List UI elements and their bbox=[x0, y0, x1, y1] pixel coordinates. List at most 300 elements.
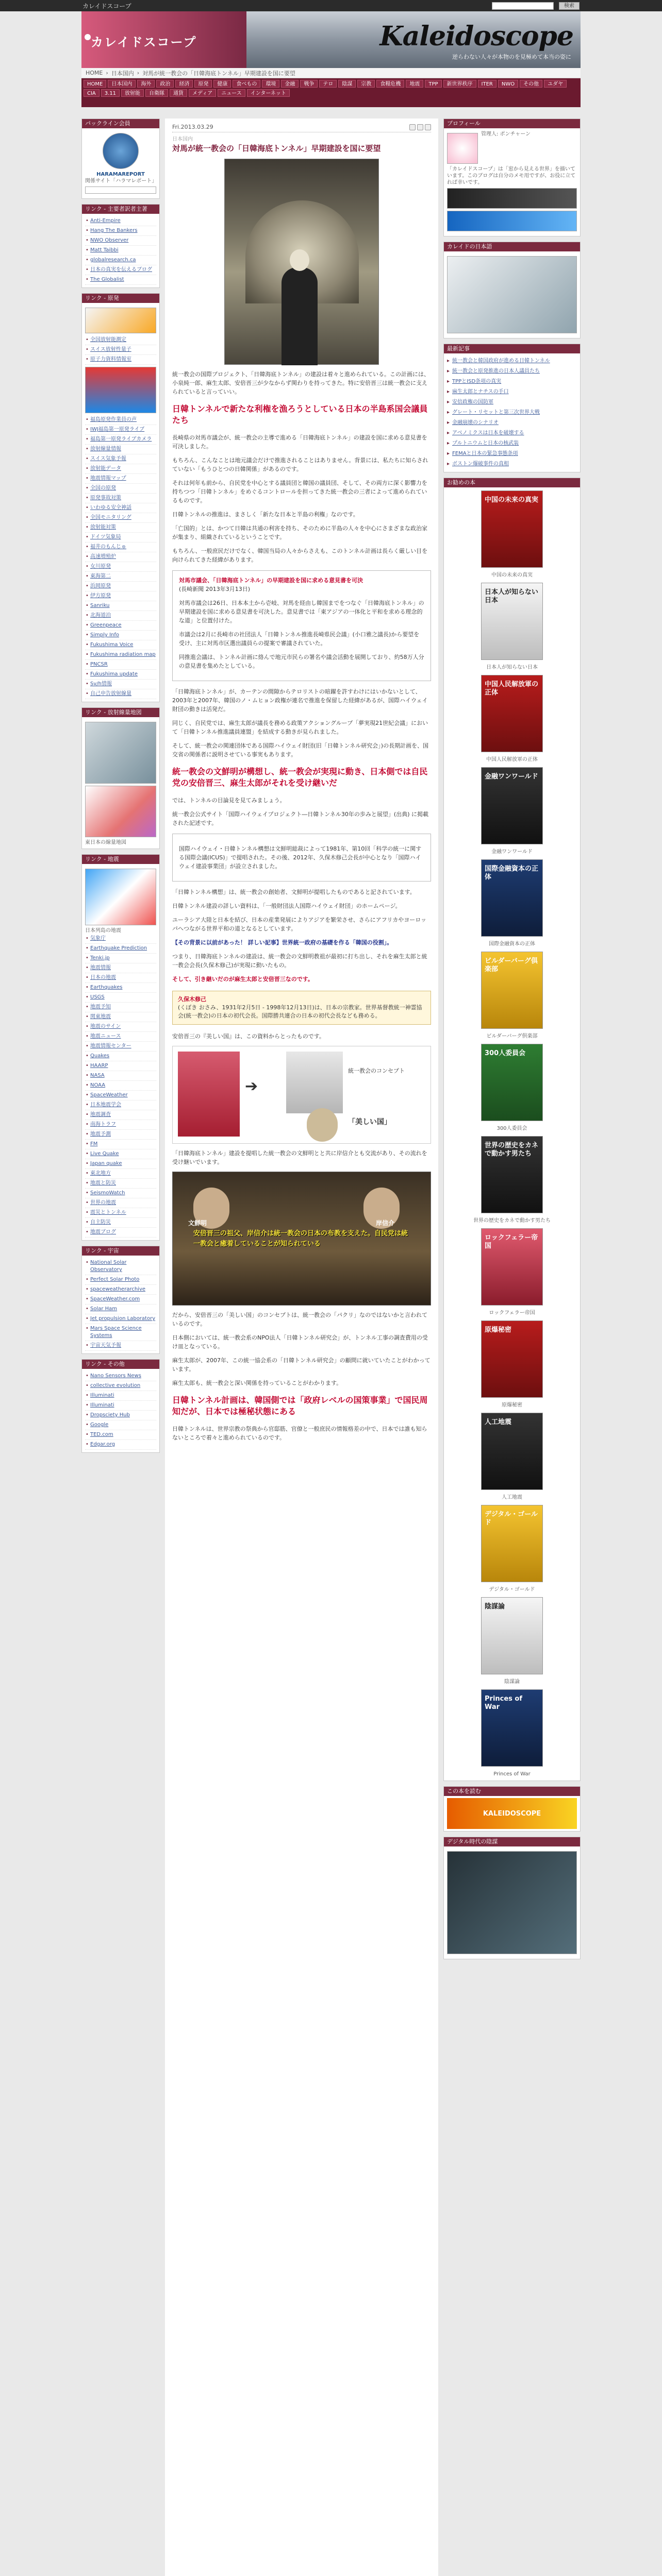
nav-item[interactable]: 環境 bbox=[262, 80, 279, 88]
sidebar-link[interactable]: • 地震調査 bbox=[85, 1110, 156, 1120]
left-profile-box bbox=[81, 118, 160, 199]
sidebar-link[interactable]: • 震災とトンネル bbox=[85, 1208, 156, 1218]
right-sidebar bbox=[443, 118, 581, 2576]
sidebar-link[interactable]: • Anti-Empire bbox=[85, 216, 156, 226]
paragraph: 日韓トンネルは、世界宗教の祭典から官邸筋、官僚と一般庶民の情報格差の中で、日本では誰も知らないところで着々と進められているのです。 bbox=[172, 1426, 427, 1441]
sidebar-link[interactable]: • Illuminati bbox=[85, 1391, 156, 1401]
promo-image[interactable] bbox=[447, 188, 577, 209]
sidebar-link[interactable]: • globalresearch.ca bbox=[85, 256, 156, 265]
category-nav bbox=[81, 78, 581, 107]
sidebar-link[interactable]: • Sv/h情報 bbox=[85, 680, 156, 689]
book-cover[interactable] bbox=[481, 1228, 543, 1306]
left-links-nuclear bbox=[81, 293, 160, 702]
bookmark-icon[interactable] bbox=[425, 124, 431, 130]
paragraph: 日韓トンネルの推進は、まさしく「新たな日本と半島の利権」なのです。 bbox=[172, 511, 359, 518]
sidebar-link[interactable]: • いわゆる安全神話 bbox=[85, 503, 156, 513]
recent-post-link[interactable]: ▸ 統一教会と韓国政府が進める日韓トンネル bbox=[447, 356, 577, 366]
book-cover[interactable] bbox=[481, 1136, 543, 1213]
sidebar-link[interactable]: • 高速増殖炉 bbox=[85, 552, 156, 562]
sidebar-link[interactable]: • Fukushima Voice bbox=[85, 640, 156, 650]
paragraph[interactable]: 【その背景に以前があった！ 詳しい記事】世界統一政府の基礎を作る「韓国の役割」。 bbox=[172, 939, 393, 946]
site-header bbox=[81, 11, 581, 68]
book-cover[interactable] bbox=[481, 859, 543, 937]
sidebar-link[interactable]: • 日本地震学会 bbox=[85, 1100, 156, 1110]
person-figure bbox=[282, 267, 318, 365]
tagline: 逆らわない人々が本物のを見極めて本当の姿に bbox=[452, 54, 571, 60]
nav-item[interactable]: TPP bbox=[425, 80, 441, 88]
book-title: 人工地震 bbox=[485, 1418, 512, 1426]
sidebar-link[interactable]: • 地震ニュース bbox=[85, 1032, 156, 1042]
sidebar-link[interactable]: • SpaceWeather.com bbox=[85, 1295, 156, 1304]
site-quote bbox=[172, 834, 431, 882]
paragraph: 「日韓海底トンネル」建設を提唱した統一教会の文鮮明とと共に岸信介とも交流があり、その流れを受け継いでいます。 bbox=[172, 1150, 427, 1165]
recent-post-link[interactable]: ▸ TPPとISD条項の真実 bbox=[447, 377, 577, 387]
nav-item[interactable]: 食糧危機 bbox=[376, 80, 404, 88]
nav-item[interactable]: NWO bbox=[498, 80, 518, 88]
sidebar-link[interactable]: • Nano Sensors News bbox=[85, 1371, 156, 1381]
sidebar-link[interactable]: • The Globalist bbox=[85, 275, 156, 285]
sidebar-link[interactable]: • Fukushima update bbox=[85, 670, 156, 680]
sidebar-link[interactable]: • 地震情報センター bbox=[85, 1042, 156, 1052]
paragraph: そして、統一教会の関連団体である国際ハイウェイ財団(旧「日韓トンネル研究会」)の長期計画を、国交省の関係者に説明させている事実もあります。 bbox=[172, 742, 429, 758]
paragraph: 「日韓海底トンネル」が、カーテンの間隙からテロリストの暗躍を許すわけにはいかないとして、2003年と2007年、韓国のノ・ムヒョン政権が連名で推進を保留した経緯があるが、国際ハイウェイ財団の動きは活発だ。 bbox=[172, 688, 428, 713]
top-strip bbox=[0, 0, 662, 11]
paragraph: 同じく、自民党では、麻生太郎が議長を務める政策アクショングループ「夢実現21世紀会議」において「日韓トンネル推進議員連盟」を結成する動きが見られました。 bbox=[172, 720, 428, 735]
sidebar-link[interactable]: • Jet propulsion Laboratory bbox=[85, 1314, 156, 1324]
main-article bbox=[165, 118, 438, 2576]
quote-body: 対馬市議会は26日、日本本土から壱岐、対馬を経由し韓国までをつなぐ「日韓海底トンネル」の早期建設を国に求める意見書を可決した。意見書では「東アジアの一体化と平和を求める理念的な道」と位置付けた。 bbox=[179, 600, 424, 624]
book-title: Princes of War bbox=[485, 1695, 523, 1711]
section-heading: 統一教会の文鮮明が構想し、統一教会が実現に動き、日本側では自民党の安倍晋三、麻生太郎がそれを受け継いだ bbox=[172, 767, 428, 788]
book-cover[interactable] bbox=[481, 767, 543, 844]
sidebar-link[interactable]: • SeismoWatch bbox=[85, 1189, 156, 1198]
admin-bio: 「カレイドスコープ」は「窓から見える世界」を描いています。このブログは自分のメモ用ですが、お役に立てれば幸いです。 bbox=[447, 166, 576, 185]
sidebar-link[interactable]: • Sanriku bbox=[85, 601, 156, 611]
sidebar-link[interactable]: • FM bbox=[85, 1140, 156, 1149]
breadcrumb bbox=[81, 68, 581, 78]
nav-item[interactable]: 戦争 bbox=[300, 80, 318, 88]
post-date: Fri.2013.03.29 bbox=[172, 124, 213, 130]
logo-icon bbox=[85, 34, 91, 40]
quote-body: 同推進会議は、トンネル計画に絡んで地元市民らの署名や議会活動を展開しており、約58万人分の意見書を集めたとしている。 bbox=[179, 654, 424, 669]
recent-post-link[interactable]: ▸ プルトニウムと日本の核武装 bbox=[447, 438, 577, 449]
sidebar-link[interactable]: • Solar Ham bbox=[85, 1304, 156, 1314]
digital-box bbox=[443, 1837, 581, 1959]
search-input[interactable] bbox=[492, 2, 554, 10]
sidebar-link[interactable]: • Live Quake bbox=[85, 1149, 156, 1159]
book-caption: 「美しい国」 bbox=[348, 1118, 391, 1126]
crumb-current: 対馬が統一教会の「日韓海底トンネル」早期建設を国に要望 bbox=[142, 70, 295, 77]
book-caption[interactable]: 日本人が知らない日本 bbox=[486, 665, 538, 670]
book-title: 陰謀論 bbox=[485, 1603, 505, 1611]
sidebar-link[interactable]: • 放射能データ bbox=[85, 464, 156, 474]
recent-post-link[interactable]: ▸ 金融崩壊のシナリオ bbox=[447, 418, 577, 428]
paragraph-emphasis: そして、引き継いだのが麻生太郎と安倍晋三なのです。 bbox=[172, 976, 313, 982]
nav-item[interactable]: テロ bbox=[319, 80, 337, 88]
book-title: 国際金融資本の正体 bbox=[485, 865, 539, 881]
sidebar-link[interactable]: • 南海トラフ bbox=[85, 1120, 156, 1130]
search-button[interactable]: 検索 bbox=[559, 2, 580, 10]
recent-posts-box bbox=[443, 344, 581, 472]
sidebar-link[interactable]: • 福井のもんじゅ bbox=[85, 543, 156, 552]
box-title: お勧めの本 bbox=[444, 478, 580, 487]
post-date-bar bbox=[172, 124, 431, 132]
sidebar-link[interactable]: • IWJ福島第一原発ライブ bbox=[85, 425, 156, 435]
paragraph: 麻生太郎が、2007年、この統一協会系の「日韓トンネル研究会」の顧問に就いていたことがわかっています。 bbox=[172, 1357, 431, 1372]
sidebar-link[interactable]: • 東海第二 bbox=[85, 572, 156, 582]
map-caption: 東日本の線量地図 bbox=[85, 840, 126, 845]
book-cover[interactable] bbox=[481, 1505, 543, 1582]
sidebar-link[interactable]: • Mars Space Science Systems bbox=[85, 1324, 156, 1341]
sidebar-link[interactable]: • 地震情報 bbox=[85, 963, 156, 973]
section-heading: 日韓トンネル計画は、韓国側では「政府レベルの国策事業」で国民周知だが、日本では極秘状態にある bbox=[172, 1395, 428, 1416]
paragraph: 長崎県の対馬市議会が、統一教会の主導で進める「日韓海底トンネル」の建設を国に求める意見書を可決しました。 bbox=[172, 434, 427, 450]
book-title: 世界の歴史をカネで動かす男たち bbox=[485, 1142, 539, 1158]
box-title: リンク - 地震 bbox=[82, 855, 159, 864]
recent-post-link[interactable]: ▸ グレート・リセットと第三次世界大戦 bbox=[447, 408, 577, 418]
nav-item[interactable]: 経済 bbox=[175, 80, 193, 88]
paragraph: だから、安倍晋三の「美しい国」のコンセプトは、統一教会の「パクリ」なのではないかと言われているのです。 bbox=[172, 1312, 427, 1327]
sidebar-link[interactable]: • Greenpeace bbox=[85, 621, 156, 631]
link-list bbox=[85, 1258, 156, 1351]
book-caption[interactable]: ロックフェラー帝国 bbox=[489, 1310, 535, 1316]
book-title: ビルダーバーグ倶楽部 bbox=[485, 957, 538, 973]
book-cover[interactable] bbox=[481, 583, 543, 660]
nav-item[interactable]: 日本国内 bbox=[108, 80, 136, 88]
dose-map-image[interactable] bbox=[85, 786, 156, 837]
paragraph: もちろん、一般庶民だけでなく、韓国当局の人々からさえも、このトンネル計画は長らく厳しい目を向けられてきた経緯があります。 bbox=[172, 548, 428, 563]
book-cover-left bbox=[178, 1052, 240, 1137]
sidebar-link[interactable]: • Hang The Bankers bbox=[85, 226, 156, 236]
sidebar-link[interactable]: • 気象庁 bbox=[85, 934, 156, 944]
book-caption[interactable]: 中国人民解放軍の正体 bbox=[486, 757, 538, 762]
link-list bbox=[85, 415, 156, 699]
box-title: リンク - 主要者訳者主著 bbox=[82, 205, 159, 214]
sidebar-link[interactable]: • NWO Observer bbox=[85, 236, 156, 246]
book-title: 300人委員会 bbox=[485, 1049, 526, 1057]
book-cover[interactable] bbox=[481, 1320, 543, 1398]
sidebar-link[interactable]: • National Solar Observatory bbox=[85, 1258, 156, 1275]
recent-posts-list bbox=[447, 356, 577, 469]
sidebar-link[interactable]: • PNCSR bbox=[85, 660, 156, 670]
logo-en[interactable]: Kaleidoscope bbox=[379, 21, 573, 52]
box-title: デジタル時代の陰謀 bbox=[444, 1837, 580, 1846]
portrait-label-right: 岸信介 bbox=[375, 1219, 394, 1227]
box-title: カレイドの日本語 bbox=[444, 242, 580, 251]
sidebar-link[interactable]: • 日本の地震 bbox=[85, 973, 156, 983]
tunnel-photo bbox=[224, 159, 379, 365]
quake-caption: 日本列島の地震 bbox=[85, 928, 121, 934]
post-title[interactable]: 対馬が統一教会の「日韓海底トンネル」早期建設を国に要望 bbox=[172, 144, 381, 153]
sidebar-link[interactable]: • Perfect Solar Photo bbox=[85, 1275, 156, 1285]
sidebar-link[interactable]: • SpaceWeather bbox=[85, 1091, 156, 1100]
recommended-books-box bbox=[443, 478, 581, 1781]
left-radiation-map bbox=[81, 707, 160, 849]
sidebar-link[interactable]: • スイス気象予報 bbox=[85, 454, 156, 464]
sidebar-link[interactable]: • 地震と防災 bbox=[85, 1179, 156, 1189]
book-cover[interactable] bbox=[481, 490, 543, 568]
paragraph: ユーラシア大陸と日本を結び、日本の産業発展によりアジアを繁栄させ、さらにアフリカやヨーロッパへつながる世界平和の道となるとしています。 bbox=[172, 917, 427, 932]
banner[interactable]: KALEIDOSCOPE bbox=[447, 1798, 577, 1829]
sidebar-link[interactable]: • 浜岡原発 bbox=[85, 582, 156, 591]
sidebar-link[interactable]: • 原発事故対策 bbox=[85, 494, 156, 503]
quote-title[interactable]: 対馬市議会、「日韓海底トンネル」の早期建設を国に求める意見書を可決 bbox=[179, 577, 363, 584]
sidebar-link[interactable]: • 地震のサイン bbox=[85, 1022, 156, 1032]
site-name[interactable]: カレイドスコープ bbox=[82, 2, 131, 10]
like-icon[interactable] bbox=[417, 124, 423, 130]
sidebar-link[interactable]: • 北海道泊 bbox=[85, 611, 156, 621]
book-cover[interactable] bbox=[481, 675, 543, 752]
sidebar-link[interactable]: • 福島原発作業員の声 bbox=[85, 415, 156, 425]
book-title: ロックフェラー帝国 bbox=[485, 1234, 538, 1250]
report-logo[interactable]: HARAMAREPORT bbox=[96, 172, 145, 177]
sidebar-link[interactable]: • 全国放射能測定 bbox=[85, 335, 156, 345]
sidebar-link[interactable]: • 東北地方 bbox=[85, 1169, 156, 1179]
nav-item[interactable]: 新世界秩序 bbox=[443, 80, 476, 88]
right-ad-box bbox=[443, 242, 581, 338]
book-cover[interactable] bbox=[481, 1044, 543, 1121]
left-links-other bbox=[81, 1359, 160, 1453]
sidebar-link[interactable]: • Dropsciety Hub bbox=[85, 1411, 156, 1420]
recent-post-link[interactable]: ▸ アベノミクスは日本を破壊する bbox=[447, 428, 577, 438]
nav-item[interactable]: ニュース bbox=[218, 89, 245, 97]
sidebar-link[interactable]: • NOAA bbox=[85, 1081, 156, 1091]
paragraph: 安倍晋三の『美しい国』は、この資料からとったものです。 bbox=[172, 1033, 325, 1040]
sidebar-link[interactable]: • 地震ブログ bbox=[85, 1228, 156, 1238]
book-caption[interactable]: 金融ワンワールド bbox=[491, 849, 533, 855]
sidebar-link[interactable]: • スイス放射性量子 bbox=[85, 345, 156, 355]
box-title: リンク - 原発 bbox=[82, 294, 159, 303]
sidebar-link[interactable]: • 地震情報マップ bbox=[85, 474, 156, 484]
box-title: プロフィール bbox=[444, 119, 580, 128]
book-caption[interactable]: 世界の歴史をカネで動かす男たち bbox=[473, 1218, 551, 1224]
sidebar-link[interactable]: • 伊方原発 bbox=[85, 591, 156, 601]
paragraph: 日本側においては、統一教会系のNPO法人「日韓トンネル研究会」が、トンネル工事の調査費用の受け皿となっている。 bbox=[172, 1334, 428, 1350]
globe-icon[interactable] bbox=[103, 133, 139, 169]
link-list bbox=[85, 216, 156, 285]
politician-photo bbox=[172, 1172, 431, 1306]
left-links-1 bbox=[81, 204, 160, 288]
book-caption[interactable]: デジタル・ゴールド bbox=[489, 1587, 535, 1592]
book-title: 原爆秘密 bbox=[485, 1326, 512, 1334]
nav-item[interactable]: 通貨 bbox=[170, 89, 187, 97]
sidebar-link[interactable]: • 原子力資料情報室 bbox=[85, 355, 156, 365]
mini-search-input[interactable] bbox=[85, 187, 156, 194]
radiation-map-image[interactable] bbox=[85, 308, 156, 333]
report-caption: 関係サイト「ハラマレポート」 bbox=[85, 178, 157, 184]
sidebar-link[interactable]: • 放射線量情報 bbox=[85, 445, 156, 454]
crumb-sep: › bbox=[106, 70, 108, 76]
book-cover-right bbox=[286, 1052, 343, 1113]
sidebar-link[interactable]: • TED.com bbox=[85, 1430, 156, 1440]
left-links-space bbox=[81, 1246, 160, 1354]
sidebar-link[interactable]: • 地震予知 bbox=[85, 1003, 156, 1012]
sidebar-link[interactable]: • ドイツ気象局 bbox=[85, 533, 156, 543]
paragraph: では、トンネルの目論見を見てみましょう。 bbox=[172, 797, 286, 804]
book-cover[interactable] bbox=[481, 1689, 543, 1767]
book-caption[interactable]: 陰謀論 bbox=[504, 1679, 520, 1685]
sidebar-link[interactable]: • collective evolution bbox=[85, 1381, 156, 1391]
radiation-table-image[interactable] bbox=[85, 367, 156, 413]
sidebar-link[interactable]: • Earthquakes bbox=[85, 983, 156, 993]
nav-item[interactable]: ITER bbox=[478, 80, 496, 88]
book-caption[interactable]: 人工地震 bbox=[502, 1495, 522, 1500]
sidebar-link[interactable]: • USGS bbox=[85, 993, 156, 1003]
crumb-sep: › bbox=[137, 70, 140, 76]
nav-item[interactable]: 海外 bbox=[137, 80, 155, 88]
sidebar-link[interactable]: • HAARP bbox=[85, 1061, 156, 1071]
paragraph: つまり、日韓海底トンネルの建設は、統一教会の文鮮明教祖が最初に打ち出し、それを麻生太郎と統一教会会長(久保木修己)が実現に動いたもの。 bbox=[172, 953, 427, 969]
sidebar-link[interactable]: • 女川原発 bbox=[85, 562, 156, 572]
book-caption[interactable]: 300人委員会 bbox=[496, 1126, 527, 1131]
nav-item[interactable]: 金融 bbox=[281, 80, 299, 88]
nav-item[interactable]: CIA bbox=[84, 89, 100, 97]
sidebar-link[interactable]: • 宇宙天気予報 bbox=[85, 1341, 156, 1351]
book-cover[interactable] bbox=[481, 952, 543, 1029]
link-list bbox=[85, 335, 156, 365]
nav-item[interactable]: 食べもの bbox=[233, 80, 260, 88]
book-title: 金融ワンワールド bbox=[485, 773, 538, 781]
recent-post-link[interactable]: ▸ FEMAと日本の緊急事態条項 bbox=[447, 449, 577, 459]
recent-post-link[interactable]: ▸ ボストン爆破事件の真相 bbox=[447, 459, 577, 469]
sidebar-link[interactable]: • 全国モニタリング bbox=[85, 513, 156, 523]
tweet-icon[interactable] bbox=[409, 124, 416, 130]
tokyo-map-image[interactable] bbox=[85, 722, 156, 784]
quote-body: 市議会は2月に長崎市の社団法人「日韓トンネル推進長崎県民会議」(小口雅之議長)から要望を受け、主に対馬市区選出議員らの提案で審議されていた。 bbox=[179, 631, 420, 647]
box-title: リンク - その他 bbox=[82, 1360, 159, 1369]
section-heading: 日韓トンネルで新たな利権を漁ろうとしている日本の半島系国会議員たち bbox=[172, 404, 428, 425]
sidebar-link[interactable]: • 自主防災 bbox=[85, 1218, 156, 1228]
link-list bbox=[85, 934, 156, 1238]
sidebar-link[interactable]: • Fukushima radiation map bbox=[85, 650, 156, 660]
book-comparison-image bbox=[172, 1046, 431, 1144]
paragraph: 「亡国的」とは、かつて日韓は共通の利害を持ち、そのために半島の人々を中心にさまざまな政治家が集まり、組織されているということです。 bbox=[172, 525, 427, 540]
book-title: 中国の未来の真実 bbox=[485, 496, 539, 504]
admin-name: 管理人: ポンチャーン bbox=[481, 131, 531, 137]
book-caption[interactable]: 中国の未来の真実 bbox=[491, 572, 533, 578]
recent-post-link[interactable]: ▸ 統一教会と原発推進の日本人議員たち bbox=[447, 366, 577, 377]
book-title: 中国人民解放軍の正体 bbox=[485, 681, 539, 697]
sidebar-link[interactable]: • Simply Info bbox=[85, 631, 156, 640]
paragraph: 統一教会公式サイト「国際ハイウェイプロジェクト―日韓トンネル30年の歩みと展望」(出典) に掲載された記述です。 bbox=[172, 811, 428, 826]
sidebar-link[interactable]: • 自己申告放射線量 bbox=[85, 689, 156, 699]
nav-item[interactable]: 宗教 bbox=[357, 80, 375, 88]
sidebar-link[interactable]: • 地震予測 bbox=[85, 1130, 156, 1140]
link-list bbox=[85, 1371, 156, 1450]
sidebar-link[interactable]: • Edgar.org bbox=[85, 1440, 156, 1450]
crumb-category[interactable]: 日本国内 bbox=[111, 70, 134, 77]
nav-item[interactable]: 原発 bbox=[194, 80, 212, 88]
book-cover[interactable] bbox=[481, 1597, 543, 1674]
book-note: 統一教会のコンセプト bbox=[348, 1067, 405, 1074]
share-icons bbox=[409, 124, 431, 130]
paragraph: もちろん、こんなことは地元議会だけで推進されることはありません。背景には、私たちに知らされていない「もうひとつの日韓関係」があるのです。 bbox=[172, 457, 428, 472]
paragraph: 麻生太郎も、統一教会と深い関係を持っていることがわかります。 bbox=[172, 1380, 342, 1386]
nav-item[interactable]: 政治 bbox=[156, 80, 174, 88]
nav-item[interactable]: その他 bbox=[520, 80, 542, 88]
sidebar-link[interactable]: • spaceweatherarchive bbox=[85, 1285, 156, 1295]
quake-map-image[interactable] bbox=[85, 869, 156, 925]
sidebar-link[interactable]: • 日本の真実を伝えるブログ bbox=[85, 265, 156, 275]
profile-name: 久保木修己 bbox=[178, 996, 206, 1003]
book-title: デジタル・ゴールド bbox=[485, 1511, 538, 1527]
portrait-label-left: 文鮮明 bbox=[188, 1219, 207, 1227]
sidebar-link[interactable]: • 全国の原発 bbox=[85, 484, 156, 494]
profile-box bbox=[172, 991, 431, 1025]
nav-item[interactable]: 3.11 bbox=[101, 89, 120, 97]
post-category[interactable]: 日本国内 bbox=[172, 137, 193, 142]
sidebar-link[interactable]: • 放射能対策 bbox=[85, 523, 156, 533]
sidebar-link[interactable]: • Quakes bbox=[85, 1052, 156, 1061]
ad-image[interactable] bbox=[447, 256, 577, 333]
arrow-icon: ➔ bbox=[245, 1077, 258, 1095]
nav-item[interactable]: HOME bbox=[84, 80, 106, 88]
paragraph: 日韓トンネル建設の詳しい資料は、「一般財団法人国際ハイウェイ財団」のホームページ。 bbox=[172, 903, 401, 909]
promo-image[interactable] bbox=[447, 211, 577, 231]
sidebar-link[interactable]: • 福島第一原発ライブカメラ bbox=[85, 435, 156, 445]
nav-item[interactable]: 陰謀 bbox=[338, 80, 356, 88]
sidebar-link[interactable]: • Illuminati bbox=[85, 1401, 156, 1411]
logo-jp[interactable]: カレイドスコープ bbox=[91, 35, 197, 49]
book-cover[interactable] bbox=[481, 1413, 543, 1490]
quote-body: 国際ハイウェイ・日韓トンネル構想は文鮮明総裁によって1981年、第10回「科学の統一に関する国際会議(ICUS)」で提唱された。その後、2012年、久保木修己会長が中心となり「国際ハイウェイ建設事業団」が設立されました。 bbox=[179, 845, 422, 870]
sidebar-link[interactable]: • 世界の地震 bbox=[85, 1198, 156, 1208]
sidebar-link[interactable]: • 関東地震 bbox=[85, 1012, 156, 1022]
sidebar-link[interactable]: • Google bbox=[85, 1420, 156, 1430]
paragraph: 統一教会の国際プロジェクト、「日韓海底トンネル」の建設は着々と進められている。この計画には、小泉純一郎、麻生太郎、安倍晋三が少なからず関わりを持ってきた。特に安倍晋三は統一教会に支えられていると言っていい。 bbox=[172, 371, 429, 395]
sidebar-link[interactable]: • Japan quake bbox=[85, 1159, 156, 1169]
box-title: 最新記事 bbox=[444, 344, 580, 353]
sidebar-link[interactable]: • NASA bbox=[85, 1071, 156, 1081]
left-links-quake bbox=[81, 854, 160, 1241]
portrait bbox=[307, 1108, 338, 1142]
recent-post-link[interactable]: ▸ 安倍政権の国防軍 bbox=[447, 397, 577, 408]
person-head bbox=[290, 249, 309, 271]
nav-item[interactable]: ユダヤ bbox=[544, 80, 567, 88]
nav-item[interactable]: インターネット bbox=[247, 89, 290, 97]
book-caption[interactable]: 原爆秘密 bbox=[502, 1402, 522, 1408]
nav-item[interactable]: メディア bbox=[189, 89, 216, 97]
sidebar-link[interactable]: • Tenki.jp bbox=[85, 954, 156, 963]
paragraph: それは何年も前から、自民党を中心とする議員団と韓国の議員団、そして、その両方に深く影響力を持ちつつ「日韓トンネル」をめぐるコントロールを担ってきた統一教会の三者によって進められているものです。 bbox=[172, 480, 427, 504]
photo-caption: 安倍晋三の祖父、岸信介は統一教会の日本の布教を支えた。自民党は統一教会と癒着していることが知られている bbox=[193, 1230, 408, 1248]
nav-item[interactable]: 地震 bbox=[406, 80, 423, 88]
read-this-box bbox=[443, 1786, 581, 1832]
book-shelf bbox=[444, 487, 580, 1781]
box-title: この本を読む bbox=[444, 1787, 580, 1796]
crumb-home[interactable]: HOME bbox=[86, 70, 103, 76]
box-title: リンク - 宇宙 bbox=[82, 1246, 159, 1256]
box-title: パックライン会員 bbox=[82, 119, 159, 128]
book-caption[interactable]: Princes of War bbox=[493, 1771, 531, 1777]
nav-item[interactable]: 放射能 bbox=[121, 89, 144, 97]
news-quote bbox=[172, 570, 431, 681]
paragraph: 「日韓トンネル構想」は、統一教会の創始者、文鮮明が提唱したものであると記されています。 bbox=[172, 889, 416, 895]
profile-body: (くぼき おさみ、1931年2月5日 - 1998年12月13日)は、日本の宗教家。世界基督教統一神霊協会(統一教会)の日本の初代会長。国際勝共連合の日本の初代会長なども務める。 bbox=[178, 1004, 422, 1019]
recent-post-link[interactable]: ▸ 麻生太郎とナチスの手口 bbox=[447, 387, 577, 397]
book-caption[interactable]: ビルダーバーグ倶楽部 bbox=[486, 1033, 538, 1039]
box-title: リンク - 放射線量地図 bbox=[82, 708, 159, 717]
sidebar-link[interactable]: • Earthquake Prediction bbox=[85, 944, 156, 954]
avatar[interactable] bbox=[447, 133, 478, 164]
book-caption[interactable]: 国際金融資本の正体 bbox=[489, 941, 535, 947]
left-sidebar bbox=[81, 118, 160, 2576]
right-profile-box bbox=[443, 118, 581, 236]
ad-image[interactable] bbox=[447, 1851, 577, 1954]
nav-item[interactable]: 健康 bbox=[213, 80, 231, 88]
sidebar-link[interactable]: • Matt Taibbi bbox=[85, 246, 156, 256]
nav-item[interactable]: 自衛隊 bbox=[145, 89, 168, 97]
